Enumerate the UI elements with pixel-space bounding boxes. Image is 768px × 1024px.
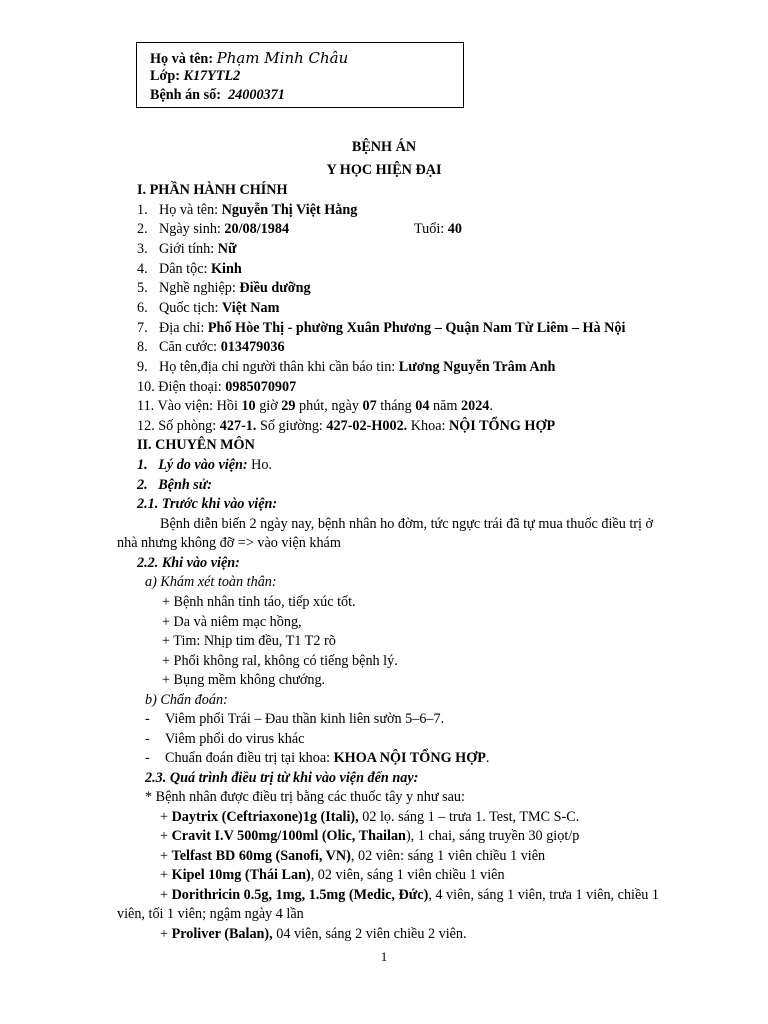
plus-mark: + — [160, 848, 172, 864]
item-number: 1. — [137, 457, 148, 473]
document-subtitle: Y HỌC HIỆN ĐẠI — [326, 162, 442, 178]
bed-label: Số giường: — [256, 418, 327, 434]
drug-item — [160, 888, 659, 904]
item-label: Điện thoại: — [158, 379, 226, 395]
before-admission-heading: 2.1. Trước khi vào viện: — [137, 496, 278, 512]
admission-minute: 29 — [281, 398, 296, 414]
item-label: Nghề nghiệp: — [159, 280, 240, 296]
bullet-dash: - — [145, 731, 150, 747]
diagnosis-heading: b) Chẩn đoán: — [145, 692, 228, 708]
exam-item: + Da và niêm mạc hồng, — [162, 614, 302, 630]
drug-item — [160, 868, 505, 884]
before-admission-text: Bệnh diễn biến 2 ngày nay, bệnh nhân ho đờm, tức ngực trái đã tự mua thuốc điều trị ở — [160, 516, 654, 532]
reason-value: Ho. — [247, 457, 273, 473]
drug-name: Cravit I.V 500mg/100ml (Olic, Thailan — [171, 828, 406, 844]
item-number: 2. — [137, 477, 148, 493]
student-name-label: Họ và tên: — [150, 51, 214, 67]
admin-item — [137, 321, 625, 337]
plus-mark: + — [160, 828, 172, 844]
admission-year: 2024 — [461, 398, 490, 414]
history-row — [137, 478, 212, 494]
drug-name: Proliver (Balan), — [171, 926, 273, 942]
occupation-value: Điều dưỡng — [239, 280, 311, 296]
plus-mark: + — [160, 887, 172, 903]
student-name-row — [150, 50, 463, 69]
item-number: 11. — [137, 398, 155, 414]
admin-item — [137, 242, 237, 258]
document-title: BỆNH ÁN — [351, 139, 417, 155]
item-label: Căn cước: — [159, 339, 221, 355]
diagnosis-department: KHOA NỘI TỔNG HỢP — [333, 750, 486, 766]
room-info — [137, 419, 555, 435]
drug-item — [160, 927, 467, 943]
admin-item — [137, 301, 279, 317]
on-admission-heading: 2.2. Khi vào viện: — [137, 555, 240, 571]
department-value: NỘI TỔNG HỢP — [449, 418, 556, 434]
admission-text: giờ — [255, 398, 282, 414]
general-exam-heading: a) Khám xét toàn thân: — [145, 574, 277, 590]
drug-name: Kipel 10mg (Thái Lan) — [171, 867, 311, 883]
item-number: 4. — [137, 261, 148, 277]
admission-day: 07 — [362, 398, 377, 414]
diagnosis-item — [145, 712, 444, 728]
exam-item: + Bụng mềm không chướng. — [162, 672, 326, 688]
dept-label: Khoa: — [407, 418, 449, 434]
diagnosis-text: Viêm phổi do virus khác — [165, 731, 305, 747]
item-number: 6. — [137, 300, 148, 316]
address-value: Phố Hòe Thị - phường Xuân Phương – Quận Nam Từ Liêm – Hà Nội — [207, 320, 626, 336]
item-label: Dân tộc: — [159, 261, 212, 277]
section-professional-heading: II. CHUYÊN MÔN — [137, 437, 255, 453]
drug-item — [160, 829, 579, 845]
item-label: Họ tên,địa chỉ người thân khi cần báo tin: — [159, 359, 399, 375]
admission-text: phút, ngày — [295, 398, 363, 414]
item-label: Họ và tên: — [159, 202, 222, 218]
age-label: Tuổi: — [414, 221, 448, 237]
admin-item — [137, 281, 311, 297]
item-label: Ngày sinh: — [159, 221, 225, 237]
birth-date: 20/08/1984 — [224, 221, 290, 237]
admission-text: . — [489, 398, 493, 414]
student-class-value: K17YTL2 — [183, 68, 241, 84]
bed-number: 427-02-H002. — [326, 418, 408, 434]
item-number: 9. — [137, 359, 148, 375]
student-class-row — [150, 69, 463, 88]
drug-name: Dorithricin 0.5g, 1mg, 1.5mg (Medic, Đức) — [171, 887, 429, 903]
drug-dosage: 02 lọ. sáng 1 – trưa 1. Test, TMC S-C. — [358, 809, 580, 825]
drug-dosage: , 02 viên: sáng 1 viên chiều 1 viên — [350, 848, 546, 864]
reason-row — [137, 458, 272, 474]
item-number: 10. — [137, 379, 155, 395]
drug-dosage: ), 1 chai, sáng truyền 30 giọt/p — [405, 828, 580, 844]
age-field — [414, 222, 462, 238]
room-label: Số phòng: — [158, 418, 220, 434]
item-number: 5. — [137, 280, 148, 296]
exam-item: + Phổi không ral, không có tiếng bệnh lý. — [162, 653, 398, 669]
nationality-value: Việt Nam — [222, 300, 280, 316]
history-label: Bệnh sử: — [158, 477, 213, 493]
relative-name-value: Lương Nguyễn Trâm Anh — [398, 359, 556, 375]
section-admin-heading: I. PHẦN HÀNH CHÍNH — [137, 182, 288, 198]
item-number: 2. — [137, 221, 148, 237]
admin-item — [137, 262, 242, 278]
exam-item: + Tim: Nhịp tim đều, T1 T2 rõ — [162, 633, 336, 649]
item-number: 8. — [137, 339, 148, 355]
admission-text: Vào viện: Hồi — [157, 398, 242, 414]
room-number: 427-1. — [219, 418, 257, 434]
record-number-label: Bệnh án số: — [150, 87, 221, 103]
item-number: 7. — [137, 320, 148, 336]
admission-text: năm — [429, 398, 461, 414]
drug-name: Telfast BD 60mg (Sanofi, VN) — [171, 848, 351, 864]
ethnicity-value: Kinh — [211, 261, 242, 277]
patient-name: Nguyễn Thị Việt Hằng — [221, 202, 358, 218]
plus-mark: + — [160, 867, 172, 883]
student-name-value: Phạm Minh Châu — [216, 49, 349, 67]
id-number-value: 013479036 — [220, 339, 285, 355]
phone-value: 0985070907 — [225, 379, 297, 395]
item-label: Quốc tịch: — [159, 300, 223, 316]
diagnosis-item — [145, 751, 489, 767]
diagnosis-item — [145, 732, 304, 748]
admission-text: tháng — [376, 398, 416, 414]
drug-item — [160, 849, 545, 865]
record-number-value: 24000371 — [228, 87, 285, 103]
admission-month: 04 — [415, 398, 430, 414]
age-value: 40 — [447, 221, 462, 237]
exam-item: + Bệnh nhân tỉnh táo, tiếp xúc tốt. — [162, 594, 356, 610]
diagnosis-text: Viêm phổi Trái – Đau thần kinh liên sườn 5–6–7. — [165, 711, 445, 727]
item-number: 1. — [137, 202, 148, 218]
item-number: 12. — [137, 418, 155, 434]
bullet-dash: - — [145, 750, 150, 766]
record-number-row — [150, 88, 463, 107]
student-info-box — [136, 42, 464, 108]
admin-item — [137, 360, 555, 376]
diagnosis-text: . — [485, 750, 490, 766]
gender-value: Nữ — [217, 241, 237, 257]
admission-time — [137, 399, 493, 415]
diagnosis-text: Chuẩn đoán điều trị tại khoa: — [165, 750, 334, 766]
page-number: 1 — [380, 949, 388, 964]
item-label: Giới tính: — [159, 241, 218, 257]
drug-dosage: 04 viên, sáng 2 viên chiều 2 viên. — [272, 926, 467, 942]
drug-dosage: , 4 viên, sáng 1 viên, trưa 1 viên, chiều 1 — [428, 887, 660, 903]
item-label: Địa chỉ: — [159, 320, 208, 336]
plus-mark: + — [160, 809, 172, 825]
admin-item — [137, 380, 296, 396]
before-admission-text-cont: nhà nhưng không đỡ => vào viện khám — [117, 535, 341, 551]
treatment-intro: * Bệnh nhân được điều trị bằng các thuốc tây y như sau: — [145, 789, 465, 805]
admin-item — [137, 222, 289, 238]
bullet-dash: - — [145, 711, 150, 727]
treatment-process-heading: 2.3. Quá trình điều trị từ khi vào viện đến nay: — [145, 770, 419, 786]
student-class-label: Lớp: — [150, 68, 180, 84]
item-number: 3. — [137, 241, 148, 257]
reason-label: Lý do vào viện: — [158, 457, 248, 473]
admission-hour: 10 — [241, 398, 256, 414]
admin-item — [137, 340, 285, 356]
drug-name: Daytrix (Ceftriaxone)1g (Itali), — [171, 809, 359, 825]
drug-item-cont: viên, tối 1 viên; ngậm ngày 4 lần — [117, 906, 304, 922]
admin-item — [137, 203, 357, 219]
drug-item — [160, 810, 579, 826]
plus-mark: + — [160, 926, 172, 942]
drug-dosage: , 02 viên, sáng 1 viên chiều 1 viên — [310, 867, 505, 883]
